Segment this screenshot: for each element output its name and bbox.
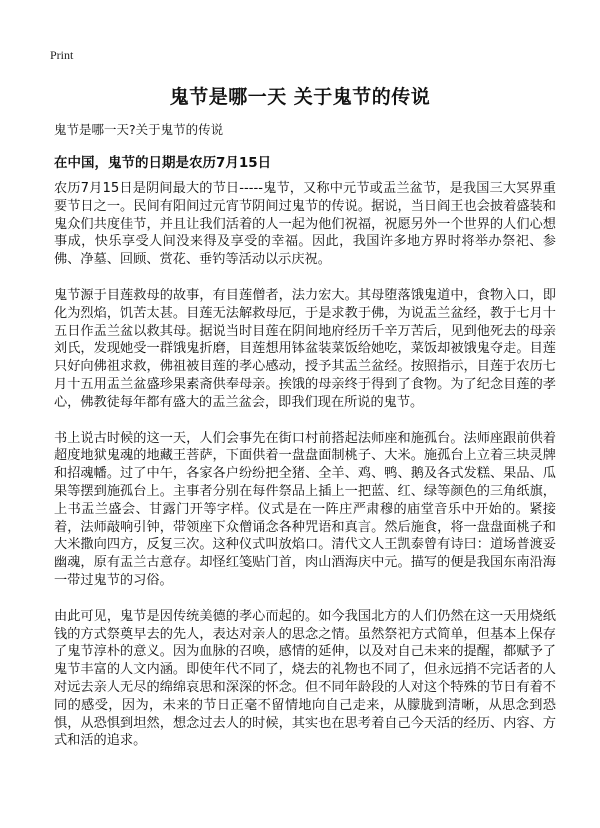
- paragraph: 由此可见，鬼节是因传统美德的孝心而起的。如今我国北方的人们仍然在这一天用烧纸钱的方式祭奠早去的先人，表达对亲人的思念之情。虽然祭祀方式简单，但基本上保存了鬼节淳朴的意义。因为血脉的召唤，感情的延伸，以及对自己未来的提醒，都赋予了鬼节丰富的人文内涵。即使年代不同了，烧去的礼物也不同了，但永远捎不完话者的人对远去亲人无尽的绵绵哀思和深深的怀念。但不同年龄段的人对这个特殊的节日有着不同的感受，因为，未来的节日正毫不留情地向自己走来，从朦胧到清晰，从思念到恐惧，从恐惧到坦然，想念过去人的时候，其实也在思考着自己今天活的经历、内容、方式和活的追求。: [54, 608, 556, 749]
- paragraph: 书上说古时候的这一天，人们会事先在街口村前搭起法师座和施孤台。法师座跟前供着超度地狱鬼魂的地藏王菩萨，下面供着一盘盘面制桃子、大米。施孤台上立着三块灵牌和招魂幡。过了中午，各家各户纷纷把全猪、全羊、鸡、鸭、鹅及各式发糕、果品、瓜果等摆到施孤台上。主事者分别在每件祭品上插上一把蓝、红、绿等颜色的三角纸旗，上书盂兰盛会、甘露门开等字样。仪式是在一阵庄严肃穆的庙堂音乐中开始的。紧接着，法师敲响引钟，带领座下众僧诵念各种咒语和真言。然后施食，将一盘盘面桃子和大米撒向四方，反复三次。这种仪式叫放焰口。清代文人王凯泰曾有诗曰：道场普渡妥幽魂，原有盂兰古意存。却怪红笺贴门首，肉山酒海庆中元。描写的便是我国东南沿海一带过鬼节的习俗。: [54, 430, 556, 588]
- print-link[interactable]: Print: [50, 48, 74, 62]
- section-heading: 在中国，鬼节的日期是农历7月15日: [54, 155, 272, 171]
- article-title: 鬼节是哪一天 关于鬼节的传说: [169, 86, 431, 108]
- article-body: [54, 180, 556, 768]
- paragraph: 农历7月15日是阴间最大的节日-----鬼节，又称中元节或盂兰盆节，是我国三大冥界重要节日之一。民间有阳间过元宵节阴间过鬼节的传说。据说，当日阎王也会披着盛装和鬼众们共度佳节，并且让我们活着的人一起为他们祝福，祝愿另外一个世界的人们心想事成，快乐享受人间没来得及享受的幸福。因此，我国许多地方界时将举办祭祀、参佛、净墓、回顾、赏花、垂钓等活动以示庆祝。: [54, 181, 556, 268]
- article-subtitle: 鬼节是哪一天?关于鬼节的传说: [54, 122, 224, 137]
- paragraph: 鬼节源于目莲救母的故事，有目莲僧者，法力宏大。其母堕落饿鬼道中，食物入口，即化为烈焰，饥苦太甚。目莲无法解救母厄，于是求教于佛，为说盂兰盆经，教于七月十五日作盂兰盆以救其母。据说当时目莲在阴间地府经历千辛万苦后，见到他死去的母亲刘氏，发现她受一群饿鬼折磨，目莲想用钵盆装菜饭给她吃，菜饭却被饿鬼夺走。目莲只好向佛祖求救，佛祖被目莲的孝心感动，授予其盂兰盆经。按照指示，目莲于农历七月十五用盂兰盆盛珍果素斋供奉母亲。挨饿的母亲终于得到了食物。为了纪念目莲的孝心，佛教徒每年都有盛大的盂兰盆会，即我们现在所说的鬼节。: [54, 287, 556, 410]
